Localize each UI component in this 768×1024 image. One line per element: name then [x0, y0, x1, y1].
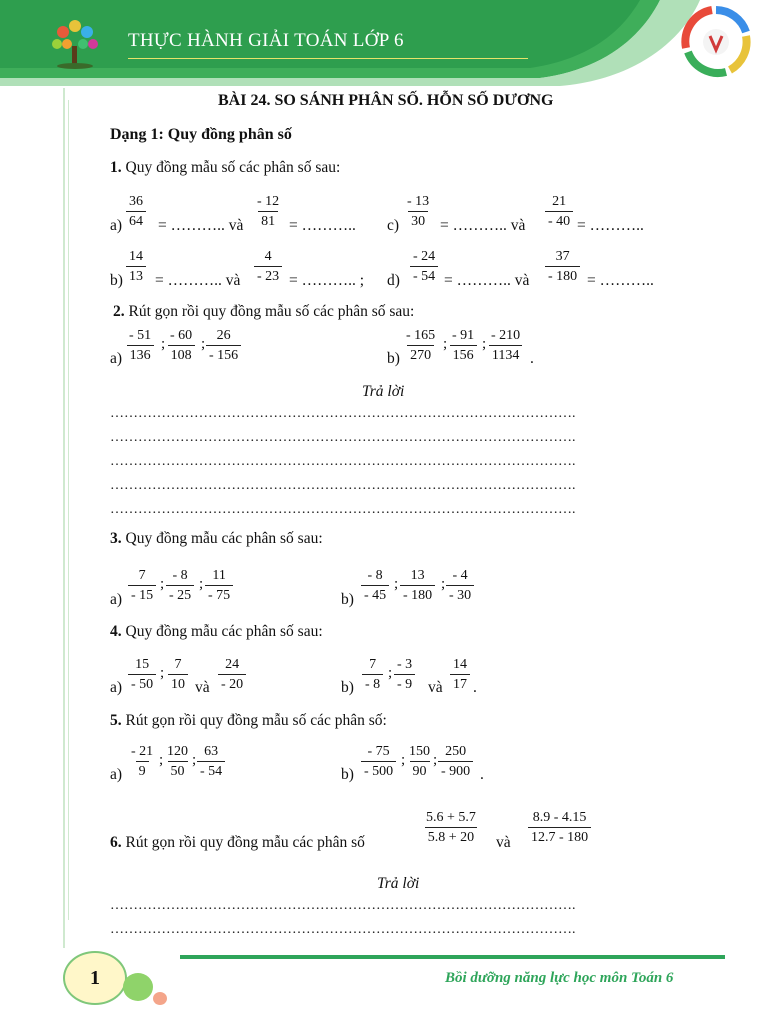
fraction: $\frac{13}{- 180}$	[400, 568, 435, 603]
answer-line: ……………………………………………………………………………………….	[110, 922, 576, 937]
fraction: $\frac{4}{- 23}$	[254, 249, 282, 284]
page-number: 1	[63, 951, 127, 1005]
header-underline	[128, 58, 528, 59]
answer-blank: = ……….. ;	[289, 272, 365, 289]
separator: ;	[394, 576, 399, 592]
footer-rule	[180, 955, 725, 959]
separator: ;	[161, 336, 166, 352]
fraction: $\frac{36}{64}$	[126, 194, 146, 229]
q1d-label: d)	[387, 272, 400, 289]
q5-heading: 5. Rút gọn rồi quy đồng mẫu số các phân số:	[110, 712, 387, 729]
fraction: $\frac{7}{- 8}$	[362, 657, 383, 692]
fraction: $\frac{- 91}{156}$	[449, 328, 477, 363]
q3-heading: 3. Quy đồng mẫu các phân số sau:	[110, 530, 323, 547]
lesson-title: BÀI 24. SO SÁNH PHÂN SỐ. HỖN SỐ DƯƠNG	[218, 92, 554, 109]
period: .	[473, 679, 477, 696]
q2-heading: 2. Rút gọn rồi quy đồng mẫu số các phân số sau:	[113, 303, 415, 320]
separator: ;	[199, 576, 204, 592]
conjunction: và	[496, 834, 511, 851]
separator: ;	[433, 752, 438, 768]
fraction: $\frac{- 21}{9}$	[131, 744, 154, 779]
q4-heading: 4. Quy đồng mẫu các phân số sau:	[110, 623, 323, 640]
fraction: $\frac{- 75}{- 500}$	[361, 744, 396, 779]
footer-text: Bồi dưỡng năng lực học môn Toán 6	[445, 970, 674, 986]
fraction: $\frac{250}{- 900}$	[438, 744, 473, 779]
fraction: $\frac{14}{17}$	[450, 657, 470, 692]
answer-blank: = ……….. và	[444, 272, 530, 289]
answer-label: Trả lời	[377, 875, 420, 892]
conjunction: và	[195, 679, 210, 696]
fraction: $\frac{- 12}{81}$	[257, 194, 280, 229]
separator: ;	[192, 752, 197, 768]
q3b-label: b)	[341, 591, 354, 608]
school-emblem-icon	[680, 6, 752, 78]
fraction: $\frac{- 8}{- 25}$	[166, 568, 194, 603]
answer-line: ……………………………………………………………………………………….	[110, 454, 576, 469]
separator: ;	[441, 576, 446, 592]
separator: ;	[443, 336, 448, 352]
header-title: THỰC HÀNH GIẢI TOÁN LỚP 6	[128, 30, 404, 51]
conjunction: và	[428, 679, 443, 696]
fraction: $\frac{150}{90}$	[409, 744, 430, 779]
fraction: $\frac{37}{- 180}$	[545, 249, 580, 284]
answer-label: Trả lời	[362, 383, 405, 400]
fraction: $\frac{- 4}{- 30}$	[446, 568, 474, 603]
decor-dot-icon	[153, 992, 167, 1005]
fraction: $\frac{7}{10}$	[168, 657, 188, 692]
period: .	[480, 766, 484, 783]
fraction: $\frac{7}{- 15}$	[128, 568, 156, 603]
separator: ;	[160, 665, 165, 681]
separator: ;	[159, 752, 164, 768]
q5a-label: a)	[110, 766, 123, 783]
fraction: $\frac{5.6 + 5.7}{5.8 + 20}$	[426, 810, 476, 845]
fraction: $\frac{8.9 - 4.15}{12.7 - 180}$	[528, 810, 591, 845]
fraction: $\frac{- 210}{1134}$	[488, 328, 523, 363]
fraction: $\frac{21}{- 40}$	[545, 194, 573, 229]
answer-blank: = ……….. và	[440, 217, 526, 234]
fraction: $\frac{14}{13}$	[126, 249, 146, 284]
answer-blank: = ………..	[587, 272, 654, 289]
q1a-label: a)	[110, 217, 123, 234]
fraction: $\frac{120}{50}$	[167, 744, 188, 779]
q1c-label: c)	[387, 217, 400, 234]
q1-heading: 1. Quy đồng mẫu số các phân số sau:	[110, 159, 341, 176]
fraction: $\frac{15}{- 50}$	[128, 657, 156, 692]
margin-line-inner	[68, 100, 69, 920]
section-title: Dạng 1: Quy đồng phân số	[110, 126, 292, 143]
fraction: $\frac{26}{- 156}$	[206, 328, 241, 363]
answer-line: ……………………………………………………………………………………….	[110, 430, 576, 445]
fraction: $\frac{11}{- 75}$	[205, 568, 233, 603]
answer-blank: = ……….. và	[155, 272, 241, 289]
q4a-label: a)	[110, 679, 123, 696]
q5b-label: b)	[341, 766, 354, 783]
fraction: $\frac{- 165}{270}$	[406, 328, 436, 363]
answer-blank: = ………..	[577, 217, 644, 234]
period: .	[530, 350, 534, 367]
fraction: $\frac{- 8}{- 45}$	[361, 568, 389, 603]
answer-line: ……………………………………………………………………………………….	[110, 478, 576, 493]
answer-blank: = ………..	[289, 217, 356, 234]
fraction: $\frac{63}{- 54}$	[197, 744, 225, 779]
fraction: $\frac{- 24}{- 54}$	[410, 249, 438, 284]
answer-line: ……………………………………………………………………………………….	[110, 502, 576, 517]
fraction: $\frac{- 3}{- 9}$	[394, 657, 415, 692]
answer-line: ……………………………………………………………………………………….	[110, 898, 576, 913]
answer-line: ……………………………………………………………………………………….	[110, 406, 576, 421]
q6-heading: 6. Rút gọn rồi quy đồng mẫu các phân số	[110, 834, 365, 851]
q2a-label: a)	[110, 350, 123, 367]
answer-blank: = ……….. và	[158, 217, 244, 234]
tree-logo-icon	[45, 14, 105, 74]
margin-line	[63, 88, 65, 948]
q2b-label: b)	[387, 350, 400, 367]
q1b-label: b)	[110, 272, 123, 289]
q4b-label: b)	[341, 679, 354, 696]
separator: ;	[388, 665, 393, 681]
separator: ;	[401, 752, 406, 768]
fraction: $\frac{- 13}{30}$	[407, 194, 430, 229]
fraction: $\frac{- 60}{108}$	[167, 328, 195, 363]
fraction: $\frac{24}{- 20}$	[218, 657, 246, 692]
separator: ;	[201, 336, 206, 352]
separator: ;	[160, 576, 165, 592]
separator: ;	[482, 336, 487, 352]
decor-circle-icon	[123, 973, 153, 1001]
q3a-label: a)	[110, 591, 123, 608]
page-header	[0, 0, 768, 90]
fraction: $\frac{- 51}{136}$	[126, 328, 154, 363]
